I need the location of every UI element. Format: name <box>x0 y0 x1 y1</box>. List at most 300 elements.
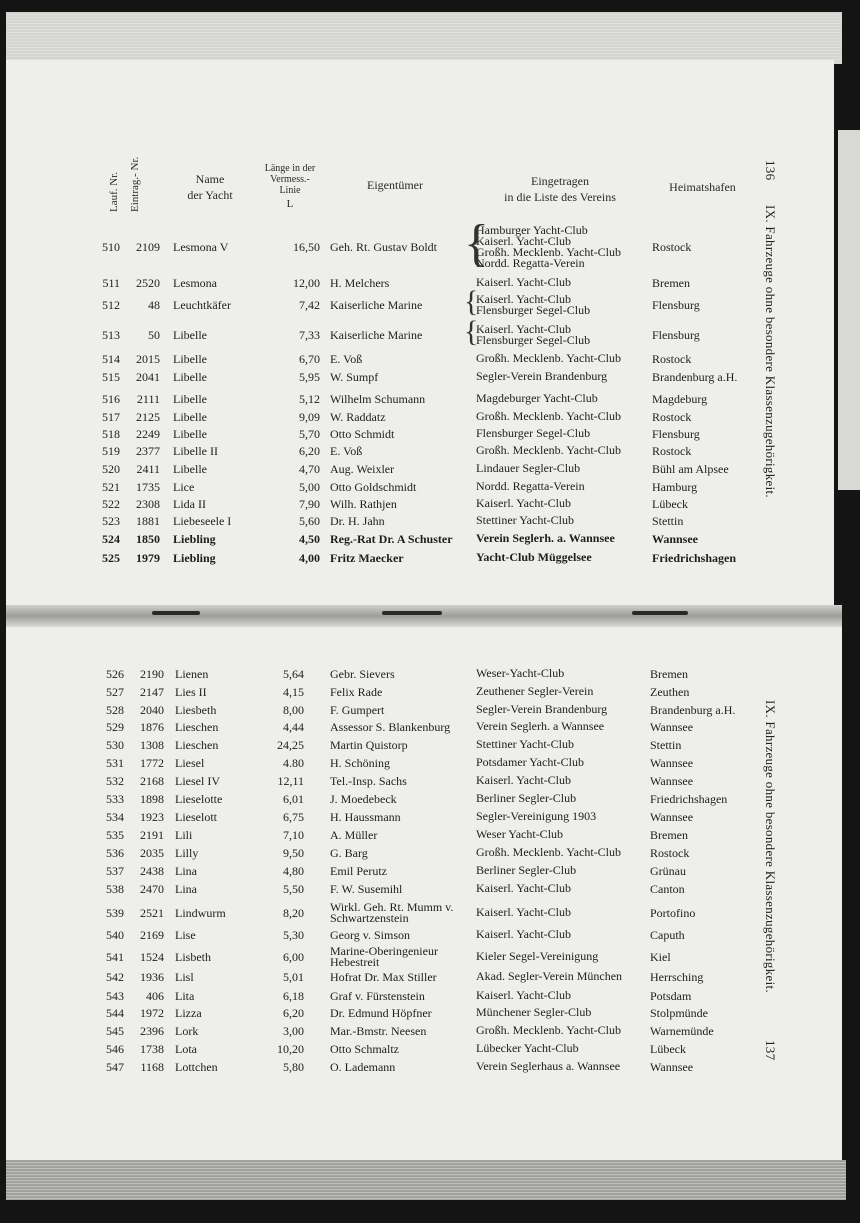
yacht-name: Lice <box>173 480 195 494</box>
lauf-nr: 521 <box>102 480 120 494</box>
heimatshafen: Flensburg <box>652 328 700 342</box>
yacht-name: Libelle II <box>173 444 218 458</box>
eintrag-nr: 2470 <box>140 882 164 896</box>
laenge: 4,44 <box>283 720 304 734</box>
table-row <box>0 989 860 1005</box>
laenge: 4.80 <box>283 756 304 770</box>
eigentuemer: Georg v. Simson <box>330 928 411 942</box>
yacht-name: Libelle <box>173 328 207 342</box>
table-row <box>0 532 860 548</box>
heimatshafen: Bremen <box>650 828 688 842</box>
header-eigentuemer: Eigentümer <box>367 178 423 192</box>
eigentuemer: Wirkl. Geh. Rt. Mumm v. Schwartzenstein <box>330 900 454 925</box>
verein: Großh. Mecklenb. Yacht-Club <box>476 244 621 259</box>
yacht-name: Lisbeth <box>175 950 211 964</box>
eintrag-nr: 406 <box>146 989 164 1003</box>
verein: Großh. Mecklenb. Yacht-Club <box>476 351 621 365</box>
table-row <box>0 514 860 530</box>
heimatshafen: Stettin <box>652 514 684 528</box>
yacht-name: Lota <box>175 1042 197 1056</box>
verein: Stettiner Yacht-Club <box>476 737 574 751</box>
yacht-name: Lizza <box>175 1006 202 1020</box>
verein: Hamburger Yacht-Club <box>476 222 588 237</box>
laenge: 4,15 <box>283 685 304 699</box>
binding-stitch <box>382 611 442 615</box>
table-row <box>0 480 860 496</box>
lauf-nr: 519 <box>102 444 120 458</box>
table-row <box>0 810 860 826</box>
eintrag-nr: 2169 <box>140 928 164 942</box>
table-row <box>0 774 860 790</box>
verein: Flensburger Segel-Club <box>476 302 591 317</box>
eigentuemer: Tel.-Insp. Sachs <box>330 774 407 788</box>
club-brace: { <box>464 314 479 348</box>
yacht-name: Liesel <box>175 756 205 770</box>
lauf-nr: 528 <box>106 703 124 717</box>
yacht-name: Lida II <box>173 497 206 511</box>
heimatshafen: Portofino <box>650 906 696 920</box>
laenge: 4,70 <box>299 462 320 476</box>
laenge: 7,10 <box>283 828 304 842</box>
laenge: 6,01 <box>283 792 304 806</box>
laenge: 7,42 <box>299 298 320 312</box>
lauf-nr: 537 <box>106 864 124 878</box>
verein: Flensburger Segel-Club <box>476 426 591 440</box>
verein: Berliner Segler-Club <box>476 791 577 805</box>
heimatshafen: Zeuthen <box>650 685 690 699</box>
laenge: 5,60 <box>299 514 320 528</box>
yacht-name: Libelle <box>173 370 207 384</box>
heimatshafen: Stolpmünde <box>650 1006 709 1020</box>
eintrag-nr: 2377 <box>136 444 160 458</box>
lauf-nr: 525 <box>102 551 120 565</box>
lauf-nr: 532 <box>106 774 124 788</box>
heimatshafen: Grünau <box>650 864 686 878</box>
eigentuemer: Otto Goldschmidt <box>330 480 417 494</box>
lauf-nr: 543 <box>106 989 124 1003</box>
eigentuemer: W. Raddatz <box>330 410 386 424</box>
laenge: 8,00 <box>283 703 304 717</box>
eigentuemer: H. Schöning <box>330 756 390 770</box>
header-laenge: Länge in der Vermess.- Linie L <box>264 163 316 210</box>
verein: Kaiserl. Yacht-Club <box>476 773 571 787</box>
verein: Lübecker Yacht-Club <box>476 1041 579 1055</box>
eintrag-nr: 2521 <box>140 906 164 920</box>
laenge: 7,90 <box>299 497 320 511</box>
verein: Segler-Verein Brandenburg <box>476 369 608 383</box>
table-row <box>0 462 860 478</box>
eintrag-nr: 1881 <box>136 514 160 528</box>
eintrag-nr: 2190 <box>140 667 164 681</box>
laenge: 5,01 <box>283 970 304 984</box>
heimatshafen: Wannsee <box>650 810 694 824</box>
lauf-nr: 527 <box>106 685 124 699</box>
heimatshafen: Bremen <box>652 276 690 290</box>
table-row <box>0 685 860 701</box>
verein: Zeuthener Segler-Verein <box>476 684 594 698</box>
table-row <box>0 284 860 318</box>
lauf-nr: 544 <box>106 1006 124 1020</box>
table-row <box>0 427 860 443</box>
heimatshafen: Brandenburg a.H. <box>650 703 736 717</box>
margin-title-top: IX. Fahrzeuge ohne besondere Klassenzugehörigkeit. <box>763 205 778 498</box>
eigentuemer: Kaiserliche Marine <box>330 298 423 312</box>
verein: Potsdamer Yacht-Club <box>476 755 584 769</box>
lauf-nr: 547 <box>106 1060 124 1074</box>
eintrag-nr: 1524 <box>140 950 164 964</box>
yacht-name: Liesel IV <box>175 774 220 788</box>
header-eingetragen: Eingetragen in die Liste des Vereins <box>504 174 616 204</box>
verein: Kaiserl. Yacht-Club <box>476 881 571 895</box>
yacht-name: Lieschen <box>175 738 219 752</box>
yacht-name: Liebeseele I <box>173 514 232 528</box>
table-row <box>0 1040 860 1061</box>
heimatshafen: Flensburg <box>652 427 700 441</box>
table-row <box>0 1024 860 1040</box>
eigentuemer: Dr. H. Jahn <box>330 514 385 528</box>
laenge: 6,75 <box>283 810 304 824</box>
eigentuemer: E. Voß <box>330 352 363 366</box>
eigentuemer: Gebr. Sievers <box>330 667 395 681</box>
laenge: 10,20 <box>277 1042 304 1056</box>
yacht-name: Liebling <box>173 551 216 565</box>
laenge: 5,80 <box>283 1060 304 1074</box>
table-row <box>0 900 860 925</box>
eintrag-nr: 1876 <box>140 720 164 734</box>
yacht-name: Lili <box>175 828 193 842</box>
verein: Nordd. Regatta-Verein <box>476 479 585 493</box>
table-row <box>0 882 860 898</box>
header-heimatshafen: Heimatshafen <box>669 180 736 194</box>
heimatshafen: Rostock <box>650 846 690 860</box>
yacht-name: Libelle <box>173 462 207 476</box>
eigentuemer: Otto Schmaltz <box>330 1042 399 1056</box>
eintrag-nr: 2035 <box>140 846 164 860</box>
yacht-name: Lita <box>175 989 195 1003</box>
table-row <box>0 370 860 386</box>
verein: Akad. Segler-Verein München <box>476 969 623 983</box>
yacht-name: Lina <box>175 882 197 896</box>
heimatshafen: Rostock <box>652 240 692 254</box>
yacht-name: Lieschen <box>175 720 219 734</box>
verein: Verein Seglerhaus a. Wannsee <box>476 1059 621 1073</box>
heimatshafen: Herrsching <box>650 970 704 984</box>
eigentuemer: Dr. Edmund Höpfner <box>330 1006 432 1020</box>
lauf-nr: 530 <box>106 738 124 752</box>
eigentuemer: G. Barg <box>330 846 368 860</box>
verein: Kaiserl. Yacht-Club <box>476 233 571 248</box>
yacht-name: Lies II <box>175 685 207 699</box>
laenge: 16,50 <box>293 240 320 254</box>
verein: Kaiserl. Yacht-Club <box>476 291 571 306</box>
book-gutter <box>6 605 842 627</box>
lauf-nr: 545 <box>106 1024 124 1038</box>
eintrag-nr: 2411 <box>136 462 160 476</box>
eintrag-nr: 2520 <box>136 276 160 290</box>
verein: Segler-Vereinigung 1903 <box>476 809 597 823</box>
eintrag-nr: 2111 <box>136 392 160 406</box>
eigentuemer: Geh. Rt. Gustav Boldt <box>330 240 437 254</box>
lauf-nr: 535 <box>106 828 124 842</box>
yacht-name: Lork <box>175 1024 199 1038</box>
eigentuemer: A. Müller <box>330 828 378 842</box>
heimatshafen: Canton <box>650 882 685 896</box>
heimatshafen: Wannsee <box>650 1060 694 1074</box>
binding-stitch <box>632 611 688 615</box>
table-row <box>0 214 860 272</box>
yacht-name: Lesmona V <box>173 240 229 254</box>
header-lauf-nr: Lauf. Nr. <box>108 171 120 212</box>
verein: Weser Yacht-Club <box>476 827 564 841</box>
table-row <box>0 792 860 808</box>
table-row <box>0 551 860 567</box>
eigentuemer: H. Melchers <box>330 276 390 290</box>
eintrag-nr: 1972 <box>140 1006 164 1020</box>
header-eintrag-nr: Eintrag.- Nr. <box>129 156 141 212</box>
eigentuemer: Felix Rade <box>330 685 383 699</box>
yacht-name: Lisl <box>175 970 194 984</box>
yacht-name: Lienen <box>175 667 209 681</box>
table-row <box>0 846 860 862</box>
eintrag-nr: 2396 <box>140 1024 164 1038</box>
laenge: 5,12 <box>299 392 320 406</box>
table-row <box>0 970 860 986</box>
eigentuemer: Aug. Weixler <box>330 462 395 476</box>
table-row <box>0 703 860 719</box>
eigentuemer: Assessor S. Blankenburg <box>330 720 451 734</box>
eintrag-nr: 1936 <box>140 970 164 984</box>
table-row <box>0 928 860 944</box>
heimatshafen: Caputh <box>650 928 685 942</box>
verein: Kaiserl. Yacht-Club <box>476 927 571 941</box>
verein: Kaiserl. Yacht-Club <box>476 496 571 510</box>
verein: Berliner Segler-Club <box>476 863 577 877</box>
yacht-name: Leuchtkäfer <box>173 298 231 312</box>
eintrag-nr: 2109 <box>136 240 160 254</box>
verein: Kaiserl. Yacht-Club <box>476 321 571 336</box>
laenge: 9,50 <box>283 846 304 860</box>
laenge: 8,20 <box>283 906 304 920</box>
laenge: 24,25 <box>277 738 304 752</box>
laenge: 4,50 <box>299 532 320 546</box>
heimatshafen: Stettin <box>650 738 682 752</box>
lauf-nr: 515 <box>102 370 120 384</box>
eintrag-nr: 1772 <box>140 756 164 770</box>
eigentuemer: O. Lademann <box>330 1060 396 1074</box>
lauf-nr: 516 <box>102 392 120 406</box>
lauf-nr: 510 <box>102 240 120 254</box>
eintrag-nr: 2147 <box>140 685 164 699</box>
yacht-name: Lieselott <box>175 810 217 824</box>
lauf-nr: 541 <box>106 950 124 964</box>
club-brace: { <box>464 284 479 318</box>
heimatshafen: Wannsee <box>650 756 694 770</box>
heimatshafen: Wannsee <box>650 720 694 734</box>
yacht-name: Lilly <box>175 846 199 860</box>
lauf-nr: 534 <box>106 810 124 824</box>
table-row <box>0 738 860 754</box>
table-row <box>0 667 860 683</box>
lauf-nr: 526 <box>106 667 124 681</box>
eintrag-nr: 2041 <box>136 370 160 384</box>
eintrag-nr: 2040 <box>140 703 164 717</box>
heimatshafen: Flensburg <box>652 298 700 312</box>
lauf-nr: 523 <box>102 514 120 528</box>
yacht-name: Lesmona <box>173 276 217 290</box>
eigentuemer: W. Sumpf <box>330 370 379 384</box>
laenge: 5,50 <box>283 882 304 896</box>
yacht-name: Libelle <box>173 427 207 441</box>
lauf-nr: 536 <box>106 846 124 860</box>
yacht-name: Lottchen <box>175 1060 218 1074</box>
verein: Kaiserl. Yacht-Club <box>476 988 571 1002</box>
verein: Segler-Verein Brandenburg <box>476 702 608 716</box>
verein: Verein Seglerh. a Wannsee <box>476 719 605 733</box>
heimatshafen: Friedrichshagen <box>652 551 736 565</box>
lauf-nr: 531 <box>106 756 124 770</box>
verein: Großh. Mecklenb. Yacht-Club <box>476 845 621 859</box>
eintrag-nr: 2168 <box>140 774 164 788</box>
heimatshafen: Lübeck <box>652 497 688 511</box>
heimatshafen: Potsdam <box>650 989 692 1003</box>
heimatshafen: Kiel <box>650 950 671 964</box>
laenge: 6,18 <box>283 989 304 1003</box>
heimatshafen: Bühl am Alpsee <box>652 462 729 476</box>
laenge: 6,00 <box>283 950 304 964</box>
table-row <box>0 314 860 348</box>
eigentuemer: Marine-Oberingenieur Hebestreit <box>330 944 438 969</box>
verein: Großh. Mecklenb. Yacht-Club <box>476 443 621 457</box>
eigentuemer: Kaiserliche Marine <box>330 328 423 342</box>
eintrag-nr: 1979 <box>136 551 160 565</box>
verein: Flensburger Segel-Club <box>476 332 591 347</box>
verein: Lindauer Segler-Club <box>476 461 581 475</box>
eintrag-nr: 2249 <box>136 427 160 441</box>
laenge: 12,11 <box>277 774 304 788</box>
yacht-name: Liebling <box>173 532 216 546</box>
club-brace: { <box>464 214 489 272</box>
eintrag-nr: 1898 <box>140 792 164 806</box>
laenge: 5,30 <box>283 928 304 942</box>
eigentuemer: Wilh. Rathjen <box>330 497 397 511</box>
yacht-name: Libelle <box>173 410 207 424</box>
laenge: 6,70 <box>299 352 320 366</box>
lauf-nr: 542 <box>106 970 124 984</box>
laenge: 6,20 <box>283 1006 304 1020</box>
eintrag-nr: 2308 <box>136 497 160 511</box>
page-stack-top-edge <box>6 12 842 64</box>
laenge: 5,70 <box>299 427 320 441</box>
eigentuemer: Otto Schmidt <box>330 427 395 441</box>
lauf-nr: 520 <box>102 462 120 476</box>
yacht-name: Liesbeth <box>175 703 217 717</box>
eintrag-nr: 50 <box>148 328 160 342</box>
laenge: 3,00 <box>283 1024 304 1038</box>
yacht-name: Lindwurm <box>175 906 226 920</box>
eigentuemer: Martin Quistorp <box>330 738 408 752</box>
eintrag-nr: 2125 <box>136 410 160 424</box>
eigentuemer: F. W. Susemihl <box>330 882 403 896</box>
table-row <box>0 720 860 736</box>
table-row <box>0 828 860 844</box>
page-stack-bottom-edge <box>6 1160 846 1200</box>
lauf-nr: 517 <box>102 410 120 424</box>
laenge: 4,80 <box>283 864 304 878</box>
eintrag-nr: 1308 <box>140 738 164 752</box>
table-row <box>0 756 860 772</box>
verein: Verein Seglerh. a. Wannsee <box>476 531 615 545</box>
eintrag-nr: 1850 <box>136 532 160 546</box>
eigentuemer: J. Moedebeck <box>330 792 397 806</box>
heimatshafen: Rostock <box>652 444 692 458</box>
lauf-nr: 512 <box>102 298 120 312</box>
eintrag-nr: 2015 <box>136 352 160 366</box>
table-row <box>0 444 860 460</box>
eigentuemer: Reg.-Rat Dr. A Schuster <box>330 532 453 546</box>
heimatshafen: Wannsee <box>652 532 699 546</box>
table-row <box>0 1006 860 1022</box>
lauf-nr: 529 <box>106 720 124 734</box>
page-number-137: 137 <box>763 1040 778 1061</box>
heimatshafen: Hamburg <box>652 480 698 494</box>
eigentuemer: E. Voß <box>330 444 363 458</box>
verein: Großh. Mecklenb. Yacht-Club <box>476 1023 621 1037</box>
lauf-nr: 524 <box>102 532 120 546</box>
heimatshafen: Friedrichshagen <box>650 792 728 806</box>
eintrag-nr: 1923 <box>140 810 164 824</box>
eigentuemer: Mar.-Bmstr. Neesen <box>330 1024 427 1038</box>
laenge: 5,95 <box>299 370 320 384</box>
laenge: 9,09 <box>299 410 320 424</box>
heimatshafen: Warnemünde <box>650 1024 714 1038</box>
laenge: 5,64 <box>283 667 304 681</box>
lauf-nr: 522 <box>102 497 120 511</box>
eintrag-nr: 2438 <box>140 864 164 878</box>
eigentuemer: F. Gumpert <box>330 703 385 717</box>
eintrag-nr: 1168 <box>140 1060 164 1074</box>
heimatshafen: Wannsee <box>650 774 694 788</box>
table-row <box>0 410 860 426</box>
lauf-nr: 518 <box>102 427 120 441</box>
lauf-nr: 546 <box>106 1042 124 1056</box>
eigentuemer: Fritz Maecker <box>330 551 404 565</box>
eigentuemer: Hofrat Dr. Max Stiller <box>330 970 437 984</box>
eintrag-nr: 1735 <box>136 480 160 494</box>
laenge: 6,20 <box>299 444 320 458</box>
table-row <box>0 352 860 368</box>
lauf-nr: 539 <box>106 906 124 920</box>
heimatshafen: Lübeck <box>650 1042 686 1056</box>
verein: Kieler Segel-Vereinigung <box>476 949 599 963</box>
eintrag-nr: 2191 <box>140 828 164 842</box>
table-row <box>0 497 860 513</box>
eigentuemer: H. Haussmann <box>330 810 401 824</box>
eigentuemer: Wilhelm Schumann <box>330 392 426 406</box>
binding-stitch <box>152 611 200 615</box>
verein: Stettiner Yacht-Club <box>476 513 574 527</box>
yacht-name: Lieselotte <box>175 792 223 806</box>
laenge: 7,33 <box>299 328 320 342</box>
lauf-nr: 538 <box>106 882 124 896</box>
laenge: 12,00 <box>293 276 320 290</box>
eintrag-nr: 1738 <box>140 1042 164 1056</box>
lauf-nr: 540 <box>106 928 124 942</box>
table-row <box>0 392 860 408</box>
heimatshafen: Rostock <box>652 352 692 366</box>
heimatshafen: Bremen <box>650 667 688 681</box>
lauf-nr: 533 <box>106 792 124 806</box>
verein: Nordd. Regatta-Verein <box>476 255 585 270</box>
